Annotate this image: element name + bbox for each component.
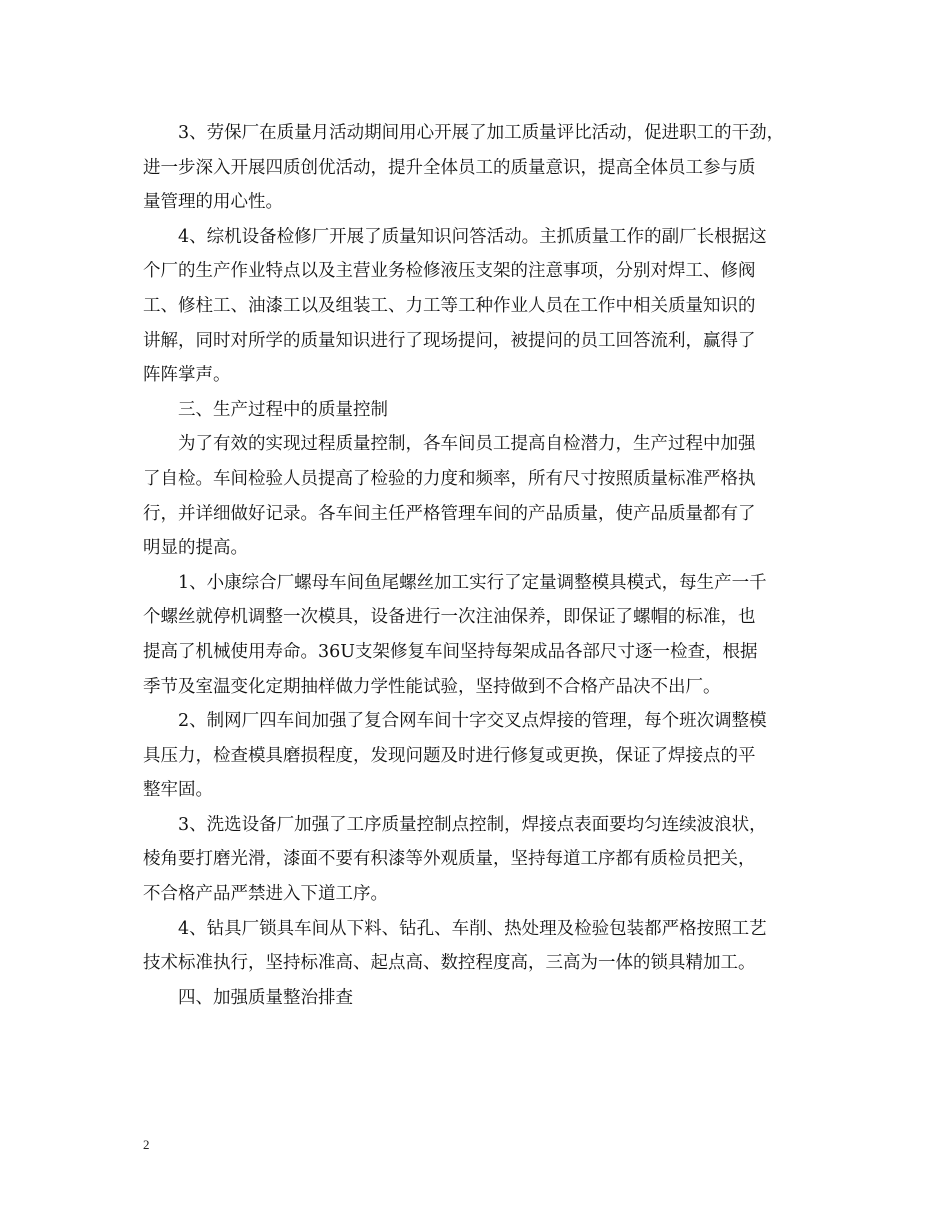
section-heading-4 xyxy=(143,981,813,1016)
text-line: 具压力，检查模具磨损程度，发现问题及时进行修复或更换，保证了焊接点的平 xyxy=(143,745,756,766)
text-line: 4、钻具厂锁具车间从下料、钻孔、车削、热处理及检验包装都严格按照工艺 xyxy=(178,918,767,939)
text-line: 棱角要打磨光滑，漆面不要有积漆等外观质量，坚持每道工序都有质检员把关， xyxy=(143,849,756,870)
paragraph-process-quality-intro xyxy=(143,427,813,565)
text-line: 讲解，同时对所学的质量知识进行了现场提问，被提问的员工回答流利，赢得了 xyxy=(143,330,756,351)
paragraph-xiaokang-factory xyxy=(143,566,813,704)
text-line: 进一步深入开展四质创优活动，提升全体员工的质量意识，提高全体员工参与质 xyxy=(143,157,756,178)
page-number: 2 xyxy=(143,1137,150,1152)
text-line: 季节及室温变化定期抽样做力学性能试验，坚持做到不合格产品决不出厂。 xyxy=(143,676,721,697)
text-line: 2、制网厂四车间加强了复合网车间十字交叉点焊接的管理，每个班次调整模 xyxy=(178,711,767,732)
paragraph-drilling-tools-factory xyxy=(143,912,813,981)
text-line: 不合格产品严禁进入下道工序。 xyxy=(143,884,388,905)
text-line: 4、综机设备检修厂开展了质量知识问答活动。主抓质量工作的副厂长根据这 xyxy=(178,226,767,247)
text-line: 整牢固。 xyxy=(143,780,213,801)
text-line: 提高了机械使用寿命。36U支架修复车间坚持每架成品各部尺寸逐一检查，根据 xyxy=(143,641,758,662)
paragraph-equipment-repair-factory xyxy=(143,220,813,393)
text-line: 为了有效的实现过程质量控制，各车间员工提高自检潜力，生产过程中加强 xyxy=(178,434,756,455)
text-line: 个螺丝就停机调整一次模具，设备进行一次注油保养，即保证了螺帽的标准，也 xyxy=(143,607,756,628)
text-line: 了自检。车间检验人员提高了检验的力度和频率，所有尺寸按照质量标准严格执 xyxy=(143,468,756,489)
text-line: 技术标准执行，坚持标准高、起点高、数控程度高，三高为一体的锁具精加工。 xyxy=(143,953,756,974)
text-line: 3、洗选设备厂加强了工序质量控制点控制，焊接点表面要均匀连续波浪状， xyxy=(178,814,767,835)
text-line: 工、修柱工、油漆工以及组装工、力工等工种作业人员在工作中相关质量知识的 xyxy=(143,295,756,316)
paragraph-labor-protection-factory xyxy=(143,116,813,220)
document-body xyxy=(143,116,813,1015)
text-line: 阵阵掌声。 xyxy=(143,365,231,386)
section-heading-text: 四、加强质量整治排查 xyxy=(178,987,353,1008)
text-line: 明显的提高。 xyxy=(143,538,248,559)
text-line: 行，并详细做好记录。各车间主任严格管理车间的产品质量，使产品质量都有了 xyxy=(143,503,756,524)
paragraph-mesh-factory xyxy=(143,704,813,808)
text-line: 1、小康综合厂螺母车间鱼尾螺丝加工实行了定量调整模具模式，每生产一千 xyxy=(178,572,767,593)
text-line: 3、劳保厂在质量月活动期间用心开展了加工质量评比活动，促进职工的干劲， xyxy=(178,123,785,143)
section-heading-3 xyxy=(143,393,813,428)
text-line: 个厂的生产作业特点以及主营业务检修液压支架的注意事项，分别对焊工、修阀 xyxy=(143,261,756,282)
text-line: 量管理的用心性。 xyxy=(143,192,283,213)
section-heading-text: 三、生产过程中的质量控制 xyxy=(178,399,388,420)
paragraph-washing-equipment-factory xyxy=(143,808,813,912)
